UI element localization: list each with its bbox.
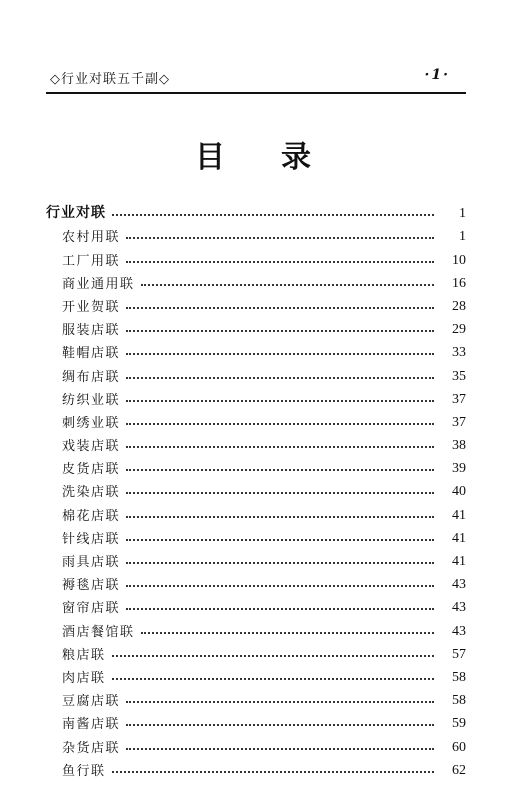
page-marker: ·1· (424, 67, 450, 83)
toc-page-number: 43 (452, 577, 466, 593)
toc-entry-row[interactable] (46, 222, 466, 245)
toc-entry-row[interactable] (46, 385, 466, 408)
dot-leader (126, 516, 434, 518)
toc-entry-label: 肉店联 (62, 670, 106, 686)
toc-entry-label: 刺绣业联 (62, 415, 121, 431)
toc-entry-row[interactable] (46, 570, 466, 593)
toc-entry-label: 鱼行联 (62, 763, 106, 779)
toc-page-number: 41 (452, 530, 466, 546)
toc-entry-row[interactable] (46, 663, 466, 686)
dot-leader (126, 562, 434, 564)
toc-entry-label: 粮店联 (62, 647, 106, 663)
toc-page-number: 57 (452, 646, 466, 662)
dot-leader (126, 539, 434, 541)
toc-entry-row[interactable] (46, 524, 466, 547)
toc-entry-label: 商业通用联 (62, 276, 135, 292)
toc-entry-label: 纺织业联 (62, 392, 121, 408)
toc-page-number: 40 (452, 484, 466, 500)
toc-entry-label: 南酱店联 (62, 717, 121, 733)
toc-page-number: 29 (452, 322, 466, 338)
toc-entry-label: 皮货店联 (62, 462, 121, 478)
dot-leader (126, 423, 434, 425)
dot-leader (126, 492, 434, 494)
toc-entry-label: 戏装店联 (62, 439, 121, 455)
toc-entry-label: 雨具店联 (62, 555, 121, 570)
running-header (46, 66, 464, 88)
toc-entry-row[interactable] (46, 709, 466, 732)
toc-page-number: 1 (459, 229, 466, 245)
dot-leader (112, 678, 434, 680)
toc-entry-label: 绸布店联 (62, 369, 121, 385)
toc-entry-label: 杂货店联 (62, 740, 121, 756)
toc-entry-row[interactable] (46, 315, 466, 338)
dot-leader (126, 748, 434, 750)
toc-entry-row[interactable] (46, 361, 466, 384)
toc-page-number: 41 (452, 554, 466, 569)
toc-entry-label: 窗帘店联 (62, 601, 121, 617)
toc-entry-row[interactable] (46, 640, 466, 663)
toc-page-number: 41 (452, 507, 466, 523)
toc-section-label: 行业对联 (46, 205, 106, 222)
toc-entry-row[interactable] (46, 756, 466, 779)
toc-page-number: 10 (452, 252, 466, 268)
dot-leader (126, 261, 434, 263)
dot-leader (141, 632, 434, 634)
header-rule (46, 92, 466, 94)
toc-entry-list (46, 222, 466, 779)
toc-entry-label: 工厂用联 (62, 253, 121, 269)
toc-entry-row[interactable] (46, 245, 466, 268)
toc-entry-row[interactable] (46, 593, 466, 616)
dot-leader (112, 771, 434, 773)
toc-entry-row[interactable] (46, 732, 466, 755)
toc-page-number: 58 (452, 669, 466, 685)
toc-page-number: 28 (452, 298, 466, 314)
toc-page-number: 39 (452, 461, 466, 477)
toc-entry-label: 酒店餐馆联 (62, 624, 135, 640)
dot-leader (112, 655, 434, 657)
dot-leader (126, 330, 434, 332)
toc-page-number: 37 (452, 414, 466, 430)
toc-entry-row[interactable] (46, 431, 466, 454)
dot-leader (126, 377, 434, 379)
dot-leader (126, 307, 434, 309)
dot-leader (126, 469, 434, 471)
toc-page-number: 43 (452, 600, 466, 616)
toc-page-number: 58 (452, 693, 466, 709)
toc-entry-row[interactable] (46, 408, 466, 431)
toc-entry-row[interactable] (46, 616, 466, 639)
toc-entry-label: 洗染店联 (62, 485, 121, 501)
toc-entry-row[interactable] (46, 269, 466, 292)
page-title: 目录 (195, 140, 367, 175)
toc-page-number: 43 (452, 623, 466, 639)
toc-entry-label: 褥毯店联 (62, 578, 121, 594)
toc-page-number: 37 (452, 391, 466, 407)
dot-leader (126, 724, 434, 726)
dot-leader (126, 400, 434, 402)
dot-leader (126, 701, 434, 703)
toc-page-number: 60 (452, 739, 466, 755)
dot-leader (126, 237, 434, 239)
toc-page-number: 35 (452, 368, 466, 384)
toc-entry-label: 棉花店联 (62, 508, 121, 524)
toc-page-number: 33 (452, 345, 466, 361)
dot-leader (141, 284, 434, 286)
toc-entry-row[interactable] (46, 477, 466, 500)
toc-page-number: 1 (459, 206, 466, 222)
toc-entry-row[interactable] (46, 338, 466, 361)
table-of-contents (46, 199, 466, 779)
toc-page-number: 16 (452, 275, 466, 291)
dot-leader (126, 446, 434, 448)
toc-entry-label: 针线店联 (62, 531, 121, 547)
dot-leader (126, 353, 434, 355)
toc-entry-label: 豆腐店联 (62, 694, 121, 710)
running-title: ◇行业对联五千副◇ (50, 72, 170, 87)
toc-entry-label: 鞋帽店联 (62, 346, 121, 362)
toc-entry-label: 服装店联 (62, 323, 121, 339)
toc-page-number: 38 (452, 438, 466, 454)
toc-entry-row[interactable] (46, 500, 466, 523)
toc-entry-row[interactable] (46, 686, 466, 709)
dot-leader (112, 214, 434, 216)
toc-entry-row[interactable] (46, 547, 466, 570)
dot-leader (126, 585, 434, 587)
toc-entry-row[interactable] (46, 454, 466, 477)
toc-entry-label: 农村用联 (62, 230, 121, 246)
toc-page-number: 59 (452, 716, 466, 732)
toc-entry-row[interactable] (46, 292, 466, 315)
toc-section-row[interactable] (46, 199, 466, 222)
toc-page-number: 62 (452, 762, 466, 778)
toc-entry-label: 开业贺联 (62, 299, 121, 315)
dot-leader (126, 608, 434, 610)
